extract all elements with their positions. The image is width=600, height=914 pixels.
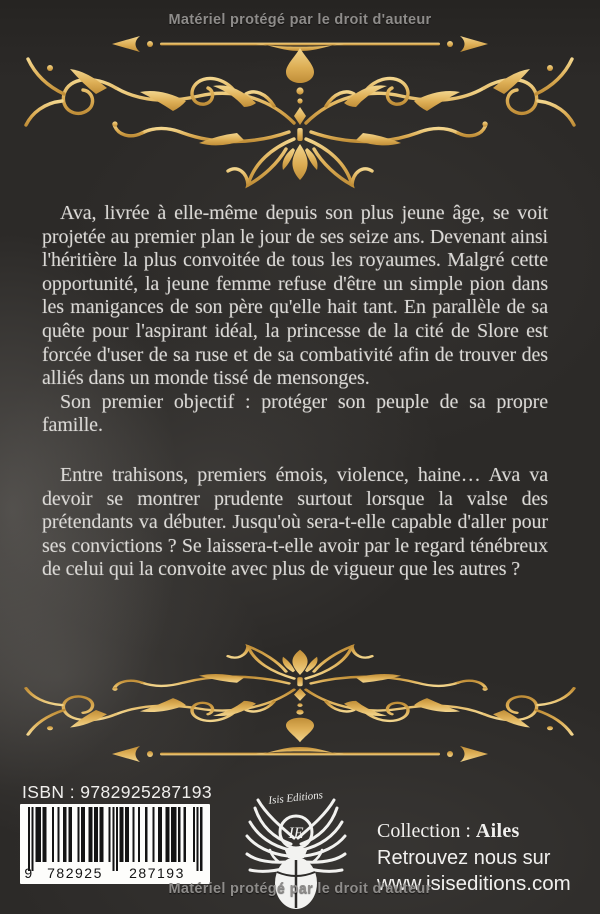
blurb-paragraph-2: Son premier objectif : protéger son peuple de sa propre famille. xyxy=(42,390,548,437)
website-url: www.isiseditions.com xyxy=(377,872,571,895)
publisher-logo-text: Isis Editions xyxy=(267,789,324,807)
barcode-digit-group: 287193 xyxy=(129,865,185,881)
collection-line xyxy=(377,820,571,843)
divider-rule-bottom xyxy=(110,744,490,764)
collection-name: Ailes xyxy=(475,820,520,842)
blurb-paragraph-1: Ava, livrée à elle-même depuis son plus jeune âge, se voit projetée au premier plan le jour de ses seize ans. Devenant ainsi l'héritière la plus convoitée de tous les royaumes. Malgré cette opportunité, la jeune femme refuse d'être un simple pion dans les manigances de son père qu'elle hait tant. En parallèle de sa quête pour l'aspirant idéal, la princesse de la cité de Slore est forcée d'user de sa ruse et de sa combativité afin de trouver des alliés dans un monde tissé de mensonges. xyxy=(42,202,548,390)
copyright-notice-bottom: Matériel protégé par le droit d'auteur xyxy=(168,881,432,897)
back-cover-blurb xyxy=(42,202,548,582)
find-us-text: Retrouvez nous sur xyxy=(377,847,551,869)
scarab-collar xyxy=(284,848,308,858)
scarab-body xyxy=(270,850,322,909)
flourish-ornament-top xyxy=(15,44,585,194)
copyright-notice-top: Matériel protégé par le droit d'auteur xyxy=(168,12,432,28)
barcode-digit-group: 9 xyxy=(24,865,34,881)
logo-monogram: IE xyxy=(288,825,304,842)
barcode-digit-group: 782925 xyxy=(47,865,103,881)
collection-label: Collection : xyxy=(377,820,476,842)
flourish-ornament-bottom xyxy=(15,640,585,745)
barcode xyxy=(20,804,210,884)
isbn-label: ISBN : 9782925287193 xyxy=(22,782,212,802)
blurb-paragraph-3: Entre trahisons, premiers émois, violence, haine… Ava va devoir se montrer prudente surtout lorsque la valse des prétendants va débuter. Jusqu'où sera-t-elle capable d'aller pour ses convictions ? Se laissera-t-elle avoir par le regard ténébreux de celui qui la convoite avec plus de vigueur que les autres ? xyxy=(42,463,548,581)
